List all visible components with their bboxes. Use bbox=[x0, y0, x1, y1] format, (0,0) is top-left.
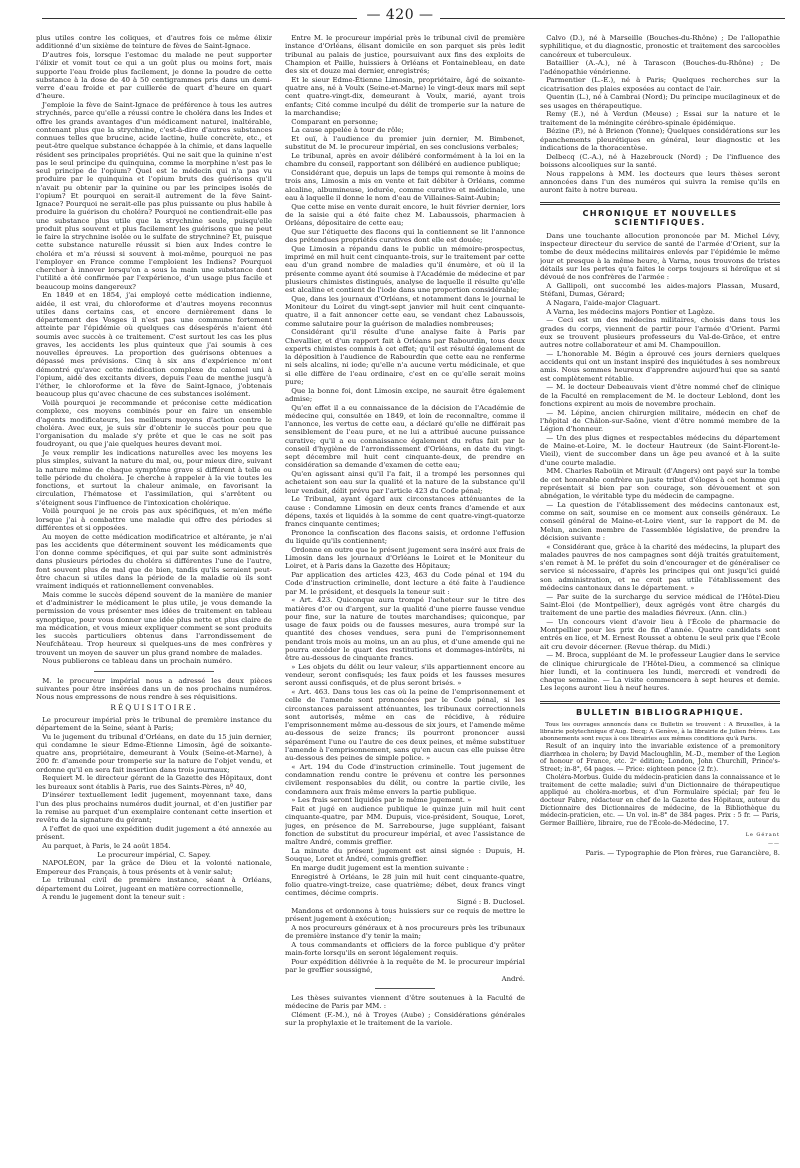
paragraph: Pour expédition délivrée à la requête de M. le procureur impérial par le greffier soussigné, bbox=[285, 957, 525, 974]
header-rule-left bbox=[42, 18, 357, 19]
news-item: — Un des plus dignes et respectables médecins du département de Maine-et-Loire, M. le docteur Hautreux (de Saint-Florent-le-Vieil), vient de succomber dans un âge peu avancé et à la suite d'une courte maladie. bbox=[540, 433, 780, 467]
paragraph: Qu'en effet il a eu connaissance de la décision de l'Académie de médecine qui, consultée en 1849, et loin de reconnaître, comme il l'annonce, les vertus de cette eau, a déclaré qu'elle ne différait pas sensiblement de l'eau pure, et ne lui a attribué aucune puissance curative; qu'il a eu connaissance également du refus fait par le conseil d'hygiène de l'arrondissement d'Orléans, en date du vingt-sept décembre mil huit cent cinquante-deux, de prendre en considération sa demande d'examen de cette eau; bbox=[285, 403, 525, 470]
thesis-item: Clément (F.-M.), né à Troyes (Aube) ; Considérations générales sur la prophylaxie et le traitement de la variole. bbox=[285, 1010, 525, 1027]
paragraph: D'autres fois, lorsque l'estomac du malade ne peut supporter l'élixir et vomit tout ce qui a un goût plus ou moins fort, mais supporte l'eau froide plus facilement, je donne la poudre de cette substance à la dose de 40 à 50 centigrammes pris dans un demi-verre d'eau froide et par cuillerée de quart d'heure en quart d'heure. bbox=[36, 51, 272, 101]
paragraph: Et le sieur Edme-Étienne Limosin, propriétaire, âgé de soixante-quatre ans, né à Voulx (Seine-et-Marne) le vingt-deux mars mil sept cent quatre-vingt-dix, demeurant à Voulx, marié, ayant trois enfants; Cité comme inculpé du délit de tromperie sur la nature de la marchandise; bbox=[285, 75, 525, 117]
notice-paragraph: M. le procureur impérial nous a adressé les deux pièces suivantes pour être insérées dans un de nos prochains numéros. Nous nous empressons de nous rendre à ses réquisitions. bbox=[36, 676, 272, 701]
news-item: — M. Lépine, ancien chirurgien militaire, médecin en chef de l'hôpital de Châlon-sur-Saône, vient d'être nommé membre de la Légion d'honneur. bbox=[540, 408, 780, 433]
column-left bbox=[36, 34, 272, 1154]
paragraph: Ordonne en outre que le présent jugement sera inséré aux frais de Limosin dans les journaux d'Orléans le Loiret et le Moniteur du Loiret, et à Paris dans la Gazette des Hôpitaux; bbox=[285, 545, 525, 571]
paragraph: Considérant qu'il résulte d'une analyse faite à Paris par Chevallier, et d'un rapport fait à Orléans par Rabourdin, tous deux experts chimistes commis à cet effet; qu'il est résulté également de la déposition à l'audience de Rabourdin que cette eau ne renferme ni sels alcalins, ni iode; qu'elle n'a aucune vertu médicinale, et que si elle diffère de l'eau ordinaire, c'est en ce qu'elle serait moins pure; bbox=[285, 328, 525, 386]
bibliography-entry: Result of an inquiry into the invariable existence of a premonitory diarrhœa in cholera; by David Macloughlin, M.-D., member of the Legion of honour of France, etc. 2ᵉ édition; London, John Churchill, Prince's-Street; in-8°, 64 pages. — Price: eighteen pence (2 fr.). bbox=[540, 742, 780, 774]
gerant-label: Le Gérant bbox=[745, 832, 780, 839]
column-right bbox=[540, 34, 780, 1154]
paragraph: Par application des articles 423, 463 du Code pénal et 194 du Code d'instruction criminelle, dont lecture a été faite à l'audience par M. le président, et desquels la teneur suit : bbox=[285, 571, 525, 596]
paragraph: Et ouï, à l'audience du premier juin dernier, M. Bimbenet, substitut de M. le procureur impérial, en ses conclusions verbales; bbox=[285, 135, 525, 152]
header-rule-right bbox=[440, 18, 785, 19]
paragraph: Que la bonne foi, dont Limosin excipe, ne saurait être également admise; bbox=[285, 386, 525, 403]
paragraph: » Les frais seront liquidés par le même jugement. » bbox=[291, 796, 472, 805]
paragraph: Mais comme le succès dépend souvent de la manière de manier et d'administrer le médicament le plus utile, je vous demande la permission de vous présenter mes idées de traitement en tableau synoptique, pour vous donner une idée plus nette et plus claire de ma médication, et vous mieux expliquer comment se sont produits les succès particuliers obtenus dans l'arrondissement de Neufchâteau. Trop heureux si quelques-uns de mes confrères y trouvent un moyen de sauver un plus grand nombre de malades. bbox=[36, 590, 272, 657]
paragraph: Voilà pourquoi je recommande et préconise cette médication complexe, ces moyens combinés pour en faire un ensemble d'agents modificateurs, les meilleurs moyens d'action contre le choléra. Avec eux, je suis sûr d'obtenir le succès pour peu que l'organisation du malade s'y prête et que le cas ne soit pas foudroyant, ou que j'aie quelques heures devant moi. bbox=[36, 399, 272, 449]
news-item: — Par suite de la surcharge du service médical de l'Hôtel-Dieu Saint-Éloi (de Montpellier), deux agrégés vont être chargés du traitement de une partie des maladies fiévreux. (Ann. clin.) bbox=[540, 592, 780, 617]
requisitoire-signature: Le procureur impérial, C. Sapey. bbox=[97, 850, 211, 859]
paragraph: Entre M. le procureur impérial près le tribunal civil de première instance d'Orléans, élisant domicile en son parquet sis près ledit tribunal au palais de justice, poursuivant aux fins des exploits de Champion et Paille, huissiers à Orléans et Fontainebleau, en date des six et douze mai dernier, enregistrés; bbox=[285, 34, 525, 75]
paragraph: A rendu le jugement dont la teneur suit : bbox=[42, 893, 185, 902]
page-number: — 420 — bbox=[366, 7, 434, 23]
thesis-item: Quentin (L.), né à Cambrai (Nord); Du principe mucilagineux et de ses usages en thérapeutique. bbox=[540, 93, 780, 110]
paragraph: Comparant en personne; bbox=[291, 117, 378, 126]
thesis-item: Remy (E.), né à Verdun (Meuse) ; Essai sur la nature et le traitement de la méningite cérébro-spinale épidémique. bbox=[540, 110, 780, 127]
news-item: — M. Broca, suppléant de M. le professeur Laugier dans le service de clinique chirurgicale de l'Hôtel-Dieu, a commencé sa clinique hier lundi, et la continuera les lundi, mercredi et vendredi de chaque semaine. — La visite commencera à sept heures et demie. Les leçons auront lieu à neuf heures. bbox=[540, 651, 780, 693]
chronicle-title: CHRONIQUE ET NOUVELLES SCIENTIFIQUES. bbox=[582, 208, 738, 227]
paragraph: Que sur l'étiquette des flacons qui la contiennent se lit l'annonce des prétendues propriétés curatives dont elle est douée; bbox=[285, 227, 525, 244]
printer-line: Paris. — Typographie de Plon frères, rue Garancière, 8. bbox=[585, 849, 780, 858]
thesis-item: Bézine (P.), né à Brienon (Yonne); Quelques considérations sur les épanchements pleurétiques en général, leur diagnostic et les indications de la thoracentèse. bbox=[540, 127, 780, 152]
paragraph: « Art. 463. Dans tous les cas où la peine de l'emprisonnement et celle de l'amende sont prononcées par le Code pénal, si les circonstances paraissent atténuantes, les tribunaux correctionnels sont autorisés, même en cas de récidive, à réduire l'emprisonnement même au-dessous de six jours, et l'amende même au-dessous de seize francs; ils pourront prononcer aussi séparément l'une ou l'autre de ces deux peines, et même substituer l'amende à l'emprisonnement, sans qu'en aucun cas elle puisse être au-dessous des peines de simple police. » bbox=[285, 688, 525, 762]
paragraph: Qu'en agissant ainsi qu'il l'a fait, il a trompé les personnes qui achetaient son eau sur la qualité et la nature de la substance qu'il leur vendait, délit prévu par l'article 423 du Code pénal; bbox=[285, 470, 525, 495]
paragraph: Au moyen de cette médication modificatrice et altérante, je n'ai pas les accidents que déterminent souvent les médicaments que l'on donne comme spécifiques, et qui par suite sont administrés dans plusieurs périodes du choléra si différentes l'une de l'autre, font souvent plus de mal que de bien, tandis qu'ils seraient peut-être chacun si utiles dans la période de la maladie où ils sont vraiment indiqués et rationnellement convenables. bbox=[36, 532, 272, 590]
paragraph: La minute du présent jugement est ainsi signée : Dupuis, H. Souque, Loret et André, commis greffier. bbox=[285, 846, 525, 863]
paragraph: Vu le jugement du tribunal d'Orléans, en date du 15 juin dernier, qui condamne le sieur Edme-Étienne Limosin, âgé de soixante-quatre ans, propriétaire, demeurant à Voulx (Seine-et-Marne), à 200 fr. d'amende pour tromperie sur la nature de l'objet vendu, et ordonne qu'il en sera fait insertion dans trois journaux; bbox=[36, 732, 272, 774]
paragraph: Requiert M. le directeur gérant de la Gazette des Hôpitaux, dont les bureaux sont établis à Paris, rue des Saints-Pères, nº 40, bbox=[36, 774, 272, 791]
signature: Signé : B. Duclosel. bbox=[456, 897, 525, 906]
paragraph: A l'effet de quoi une expédition dudit jugement a été annexée au présent. bbox=[36, 824, 272, 841]
bulletin-notice: Tous les ouvrages annoncés dans ce Bulletin se trouvent : A Bruxelles, à la librairie polytechnique d'Aug. Decq; A Genève, à la librairie de Julien frères. Les abonnements sont reçus à ces librairies aux mêmes conditions qu'à Paris. bbox=[540, 721, 780, 742]
requisitoire-title: RÉQUISITOIRE. bbox=[110, 703, 198, 713]
paragraph: Considérant que, depuis un laps de temps qui remonte à moins de trois ans, Limosin a mis en vente et fait débiter à Orléans, comme alcaline, albumineuse, iodurée, comme curative et médicinale, une eau à laquelle il donne le nom d'eau de Villaines-Saint-Aubin; bbox=[285, 169, 525, 202]
paragraph: Voilà pourquoi je ne crois pas aux spécifiques, et m'en méfie lorsque j'ai à combattre une maladie qui offre des périodes si différentes et si opposées. bbox=[36, 507, 272, 532]
news-item: — Un concours vient d'avoir lieu à l'École de pharmacie de Montpellier pour les prix de fin d'année. Quatre candidats sont entrés en lice, et M. Ernest Rousset a obtenu le seul prix que l'École ait cru devoir décerner. (Revue thérap. du Midi.) bbox=[540, 617, 780, 651]
thesis-notice: Nous rappelons à MM. les docteurs que leurs thèses seront annoncées dans l'un des numéros qui suivra la remise qu'ils en auront faite à notre bureau. bbox=[540, 169, 780, 194]
paragraph: A nos procureurs généraux et à nos procureurs près les tribunaux de première instance d'y tenir la main; bbox=[285, 923, 525, 940]
paragraph: Le tribunal civil de première instance, séant à Orléans, département du Loiret, jugeant en matière correctionnelle, bbox=[36, 876, 272, 893]
paragraph: Je veux remplir les indications naturelles avec les moyens les plus simples, suivant la nature du mal, ou, pour mieux dire, suivant la nature même de chaque symptôme grave si différent à telle ou telle période du choléra. Je cherche à rappeler à la vie toutes les fonctions, et surtout la chaleur animale, en favorisant la circulation, l'hématose et l'assimilation, qui s'arrêtent ou s'éteignent sous l'influence de l'intoxication cholérique. bbox=[36, 449, 272, 507]
paragraph: » Les objets du délit ou leur valeur, s'ils appartiennent encore au vendeur, seront confisqués; les faux poids et les fausses mesures seront aussi confisqués, et de plus seront brisés. » bbox=[285, 662, 525, 688]
news-item: A Gallipoli, ont succombé les aides-majors Plassan, Musard, Stéfani, Dumas, Gérard; bbox=[540, 281, 780, 298]
section-divider bbox=[375, 988, 435, 989]
theses-intro: Les thèses suivantes viennent d'être soutenues à la Faculté de médecine de Paris par MM. : bbox=[285, 993, 525, 1010]
paragraph: Enregistré à Orléans, le 28 juin mil huit cent cinquante-quatre, folio quatre-vingt-treize, case quatrième; débet, deux francs vingt centimes, décime compris. bbox=[285, 872, 525, 897]
paragraph: Prononce la confiscation des flacons saisis, et ordonne l'effusion du liquide qu'ils contiennent; bbox=[285, 528, 525, 545]
signature: André. bbox=[501, 974, 525, 983]
paragraph: D'insérer textuellement ledit jugement, moyennant taxe, dans l'un des plus prochains numéros dudit journal, et d'en justifier par la remise au parquet d'un exemplaire contenant cette insertion et revêtu de la signature du gérant; bbox=[36, 791, 272, 824]
news-item: — M. le docteur Debeauvais vient d'être nommé chef de clinique de la Faculté en remplacement de M. le docteur Leblond, dont les fonctions expirent au mois de novembre prochain. bbox=[540, 383, 780, 408]
paragraph: plus utiles contre les coliques, et d'autres fois ce même élixir additionné d'un sixième de teinture de fèves de Saint-Ignace. bbox=[36, 34, 272, 51]
news-item: A Nagara, l'aide-major Claguart. bbox=[546, 298, 661, 307]
paragraph: En 1849 et en 1854, j'ai employé cette médication indienne, aidée, il est vrai, du chloroforme et d'autres moyens reconnus utiles dans certains cas, et encore dernièrement dans le département des Vosges il n'est pas une commune fortement atteinte par l'épidémie où quelques cas désespérés n'aient été soumis avec succès à ce traitement. C'est surtout les cas les plus graves, les accidents les plus quinteux que j'ai soumis à ces nouvelles épreuves. La proportion des guérisons obtenues a dépassé mes prévisions. Cinq à six ans d'expérience m'ont démontré qu'avec cette médication complexe du calomel uni à l'opium, aidé des excitants divers, depuis l'eau de menthe jusqu'à l'éther, le chloroforme et la fève de Saint-Ignace, j'obtenais beaucoup plus qu'avec chacune de ces substances isolément. bbox=[36, 291, 272, 399]
bibliography-entry: Choléra-Morbus. Guide du médecin-praticien dans la connaissance et le traitement de cette maladie; suivi d'un Dictionnaire de thérapeutique appliqué au choléra-morbus, et d'un Formulaire spécial; par feu le docteur Fabre, rédacteur en chef de la Gazette des Hôpitaux, auteur du Dictionnaire des Dictionnaires de médecine, de la Bibliothèque du médecin-praticien, etc. — Un vol. in-8° de 384 pages. Prix : 5 fr. — Paris, Germer Baillière, libraire, rue de l'École-de-Médecine, 17. bbox=[540, 773, 780, 827]
thesis-item: Delbecq (C.-A.), né à Hazebrouck (Nord) ; De l'influence des boissons alcooliques sur la santé. bbox=[540, 152, 780, 169]
paragraph: Fait et jugé en audience publique le quinze juin mil huit cent cinquante-quatre, par MM. Dupuis, vice-président, Souque, Loret, juges, en présence de M. Sarrebourse, juge suppléant, faisant fonction de substitut du procureur impérial, et avec l'assistance de maître André, commis greffier. bbox=[285, 805, 525, 846]
paragraph: J'emploie la fève de Saint-Ignace de préférence à tous les autres strychnés, parce qu'elle a réussi contre le choléra dans les Indes et offre les grands avantages d'un médicament naturel, inaltérable, contenant plus que la strychnine, c'est-à-dire d'autres substances connues telles que brucine, acide lactine, huile concrète, etc., et peut-être quelque substance échappée à la chimie, et dans laquelle résident ses principales propriétés. Qui ne sait que la quinine n'est pas le seul principe du quinquina, comme la morphine n'est pas le seul principe de l'opium? Quel est le médecin qui n'a pas vu produire par le quinquina et l'opium bruts des guérisons qu'il n'avait pu obtenir par la quinine ou par les principes isolés de l'opium? Et pourquoi en serait-il autrement de la fève Saint-Ignace? Pourquoi ne serait-elle pas plus puissante ou plus habile à produire la guérison du choléra? Pourquoi ne contiendrait-elle pas une substance plus utile que la strychnine seule, puisqu'elle produit plus souvent et plus facilement les guérisons que ne peut le faire la strychnine isolée ou le sulfate de strychnine? Et, puisque cette substance naturelle réussit si bien aux Indes contre le choléra et m'a réussi si souvent à moi-même, pourquoi ne pas l'employer en France comme l'emploient les Indiens? Pourquoi chercher à innover lorsqu'on a sous la main une substance dont l'utilité a été confirmée par l'expérience, d'un usage plus facile et beaucoup moins dangereux? bbox=[36, 101, 272, 291]
section-divider bbox=[94, 671, 214, 672]
paragraph: Nous publierons ce tableau dans un prochain numéro. bbox=[42, 657, 233, 666]
paragraph: Que, dans les journaux d'Orléans, et notamment dans le journal le Moniteur du Loiret du vingt-sept janvier mil huit cent cinquante-quatre, il a fait annoncer cette eau, se vendant chez Labaussois, comme salutaire pour la guérison de maladies nombreuses; bbox=[285, 294, 525, 328]
paragraph: « Art. 423. Quiconque aura trompé l'acheteur sur le titre des matières d'or ou d'argent, sur la qualité d'une pierre fausse vendue pour fine, sur la nature de toutes marchandises; quiconque, par usage de faux poids ou de fausses mesures, aura trompé sur la quantité des choses vendues, sera puni de l'emprisonnement pendant trois mois au moins, un an au plus, et d'une amende qui ne pourra excéder le quart des restitutions et dommages-intérêts, ni être au-dessous de cinquante francs. bbox=[285, 596, 525, 662]
news-item: « Considérant que, grâce à la charité des médecins, la plupart des malades pauvres de nos campagnes sont déjà traités gratuitement, s'en remet à M. le préfet du soin d'encourager et de généraliser ce service si nécessaire, d'après les principes qui ont jusqu'ici guidé son administration, et ne croit pas utile l'établissement des médecins cantonaux dans le département. » bbox=[540, 542, 780, 592]
paragraph: A tous commandants et officiers de la force publique d'y prêter main-forte lorsqu'ils en seront légalement requis. bbox=[285, 940, 525, 957]
paragraph: La cause appelée à tour de rôle; bbox=[291, 126, 404, 135]
page-header bbox=[0, 0, 800, 34]
paragraph: Le Tribunal, ayant égard aux circonstances atténuantes de la cause : Condamne Limosin en deux cents francs d'amende et aux dépens, taxés et liquidés à la somme de cent quatre-vingt-quatorze francs cinquante centimes; bbox=[285, 495, 525, 528]
news-item: — Ceci est un des médecins militaires, choisis dans tous les grades du corps, viennent de partir pour l'armée d'Orient. Parmi eux se trouvent plusieurs professeurs du Val-de-Grâce, et entre autres notre collaborateur et ami M. Champouillon. bbox=[540, 316, 780, 349]
news-item: MM. Charles Raboüin et Mirault (d'Angers) ont payé sur la tombe de cet honorable confrère un juste tribut d'éloges à cet homme qui représentait si bien par son courage, son dévouement et son abnégation, le véritable type du médecin de campagne. bbox=[540, 467, 780, 500]
column-middle bbox=[285, 34, 525, 1154]
paragraph: « Art. 194 du Code d'instruction criminelle. Tout jugement de condamnation rendu contre le prévenu et contre les personnes civilement responsables du délit, ou contre la partie civile, les condamnera aux frais même envers la partie publique. bbox=[285, 762, 525, 796]
paragraph: NAPOLÉON, par la grâce de Dieu et la volonté nationale, Empereur des Français, à tous présents et à venir salut; bbox=[36, 859, 272, 876]
paragraph: En marge dudit jugement est la mention suivante : bbox=[291, 863, 469, 872]
paragraph: Le procureur impérial près le tribunal de première instance du département de la Seine, séant à Paris; bbox=[36, 715, 272, 732]
news-item: — L'honorable M. Bégin a éprouvé ces jours derniers quelques accidents qui ont un instant inspiré des inquiétudes à ses nombreux amis. Nous sommes heureux d'apprendre aujourd'hui que sa santé est complètement rétablie. bbox=[540, 349, 780, 383]
thesis-item: Calvo (D.), né à Marseille (Bouches-du-Rhône) ; De l'allopathie syphilitique, et du diagnostic, pronostic et traitement des sarcocèles cancéreux et tuberculeux. bbox=[540, 34, 780, 59]
news-item: — La question de l'établissement des médecins cantonaux est, comme on sait, soumise en ce moment aux conseils généraux. Le conseil général de Maine-et-Loire vient, sur le rapport de M. de Melun, ancien membre de l'assemblée législative, de prendre la décision suivante : bbox=[540, 500, 780, 542]
paragraph: Mandons et ordonnons à tous huissiers sur ce requis de mettre le présent jugement à exécution; bbox=[285, 906, 525, 923]
paragraph: Le tribunal, après en avoir délibéré conformément à la loi en la chambre du conseil, rapportant son délibéré en audience publique; bbox=[285, 152, 525, 169]
paragraph: Que Limosin a répandu dans le public un mémoire-prospectus, imprimé en mil huit cent cinquante-trois, sur le traitement par cette eau d'un grand nombre de maladies qu'il énumère, et où il la présente comme ayant été soumise à l'Académie de médecine et par plusieurs chimistes distingués, analyse de laquelle il résulte qu'elle est alcaline et contient de l'iode dans une proportion considérable; bbox=[285, 244, 525, 294]
gerant-name: —— bbox=[768, 841, 780, 848]
page-footer bbox=[540, 831, 780, 858]
thesis-item: Bataillier (A.-A.), né à Tarascon (Bouches-du-Rhône) ; De l'adénopathie vénérienne. bbox=[540, 59, 780, 76]
news-item: Dans une touchante allocution prononcée par M. Michel Lévy, inspecteur directeur du service de santé de l'armée d'Orient, sur la tombe de deux médecins militaires enlevés par l'épidémie le même jour et presque à la même heure, à Varna, nous trouvons de tristes détails sur les pertes qu'a faites le corps toujours si héroïque et si dévoué de nos confrères de l'armée : bbox=[540, 231, 780, 281]
section-rule bbox=[540, 202, 780, 205]
paragraph: Que cette mise en vente durait encore, le huit février dernier, lors de la saisie qui a été faite chez M. Labaussois, pharmacien à Orléans, dépositaire de cette eau; bbox=[285, 202, 525, 227]
thesis-item: Parmentier (L.-E.), né à Paris; Quelques recherches sur la cicatrisation des plaies exposées au contact de l'air. bbox=[540, 76, 780, 93]
section-rule bbox=[540, 701, 780, 704]
paragraph: Au parquet, à Paris, le 24 août 1854. bbox=[42, 841, 171, 850]
bulletin-title: BULLETIN BIBLIOGRAPHIQUE. bbox=[575, 706, 745, 717]
news-item: A Varna, les médecins majors Pontier et Lagèze. bbox=[546, 307, 715, 316]
